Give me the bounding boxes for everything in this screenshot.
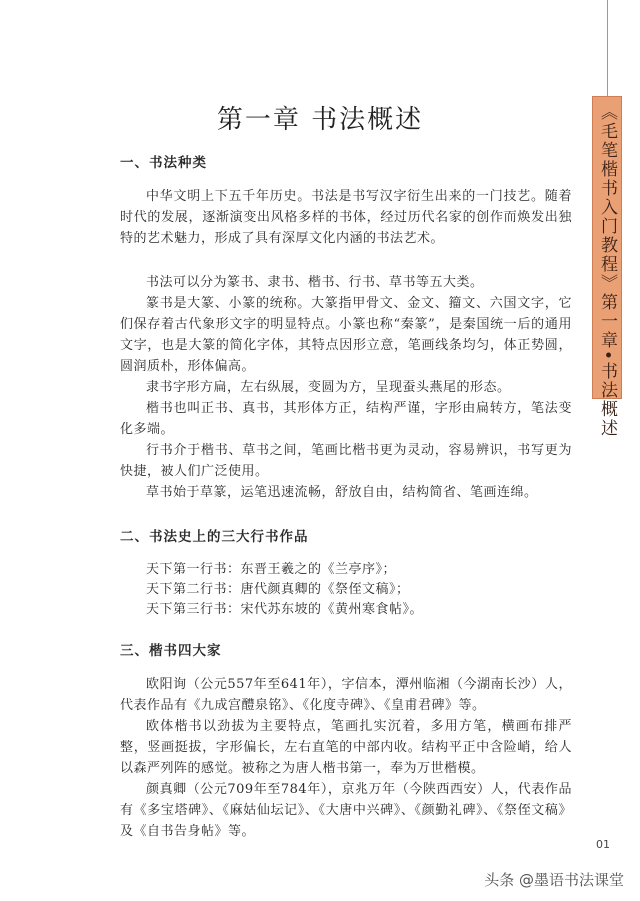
paragraph-caoshu: 草书始于草篆，运笔迅速流畅，舒放自由，结构简省、笔画连绵。 bbox=[146, 485, 538, 500]
paragraph-ouyang-xun: 欧阳询（公元557年至641年），字信本，潭州临湘（今湖南长沙）人，代表作品有《九成宫醴泉铭》、《化度寺碑》、《皇甫君碑》等。 bbox=[120, 677, 572, 713]
list-item: 天下第三行书：宋代苏东坡的《黄州寒食帖》。 bbox=[146, 602, 424, 617]
paragraph-five-types: 书法可以分为篆书、隶书、楷书、行书、草书等五大类。 bbox=[146, 275, 484, 290]
page-content bbox=[120, 140, 572, 842]
list-item: 天下第一行书：东晋王羲之的《兰亭序》； bbox=[146, 562, 397, 577]
chapter-title: 第一章 书法概述 bbox=[216, 105, 424, 136]
list-item: 天下第二行书：唐代颜真卿的《祭侄文稿》； bbox=[146, 582, 410, 597]
section-heading-three-xingshu: 二、书法史上的三大行书作品 bbox=[120, 529, 309, 545]
paragraph-yan-zhenqing: 颜真卿（公元709年至784年），京兆万年（今陕西西安）人，代表作品有《多宝塔碑》、《麻姑仙坛记》、《大唐中兴碑》、《颜勤礼碑》、《祭侄文稿》及《自书告身帖》等。 bbox=[120, 782, 572, 839]
paragraph-ou-style: 欧体楷书以劲拔为主要特点，笔画扎实沉着，多用方笔，横画布排严整，竖画挺拔，字形偏长，左右直笔的中部内收。结构平正中含险峭，给人以森严列阵的感觉。被称之为唐人楷书第一，奉为万世楷模。 bbox=[120, 719, 572, 776]
watermark: 头条 @墨语书法课堂 bbox=[484, 871, 624, 889]
paragraph-zhuanshu: 篆书是大篆、小篆的统称。大篆指甲骨文、金文、籀文、六国文字，它们保存着古代象形文字的明显特点。小篆也称“秦篆”，是秦国统一后的通用文字，也是大篆的简化字体，其特点因形立意，笔画线条均匀，体正势圆，圆润质朴，形体偏高。 bbox=[120, 296, 572, 374]
paragraph-kaishu: 楷书也叫正书、真书，其形体方正，结构严谨，字形由扁转方，笔法变化多端。 bbox=[120, 401, 572, 437]
paragraph-xingshu: 行书介于楷书、草书之间，笔画比楷书更为灵动，容易辨识，书写更为快捷，被人们广泛使用。 bbox=[120, 443, 572, 479]
section-heading-four-masters: 三、楷书四大家 bbox=[120, 643, 222, 659]
page-number: 01 bbox=[596, 838, 610, 851]
section-heading-types: 一、书法种类 bbox=[120, 155, 207, 171]
paragraph-intro: 中华文明上下五千年历史。书法是书写汉字衍生出来的一门技艺。随着时代的发展，逐渐演变出风格多样的书体，经过历代名家的创作而焕发出独特的艺术魅力，形成了具有深厚文化内涵的书法艺术。 bbox=[120, 189, 572, 246]
side-tab bbox=[592, 96, 622, 439]
paragraph-lishu: 隶书字形方扁，左右纵展，变圆为方，呈现蚕头燕尾的形态。 bbox=[146, 380, 511, 395]
side-tab-rule bbox=[607, 0, 608, 96]
side-tab-text: 《毛笔楷书入门教程》第一章•书法概述 bbox=[597, 103, 617, 439]
